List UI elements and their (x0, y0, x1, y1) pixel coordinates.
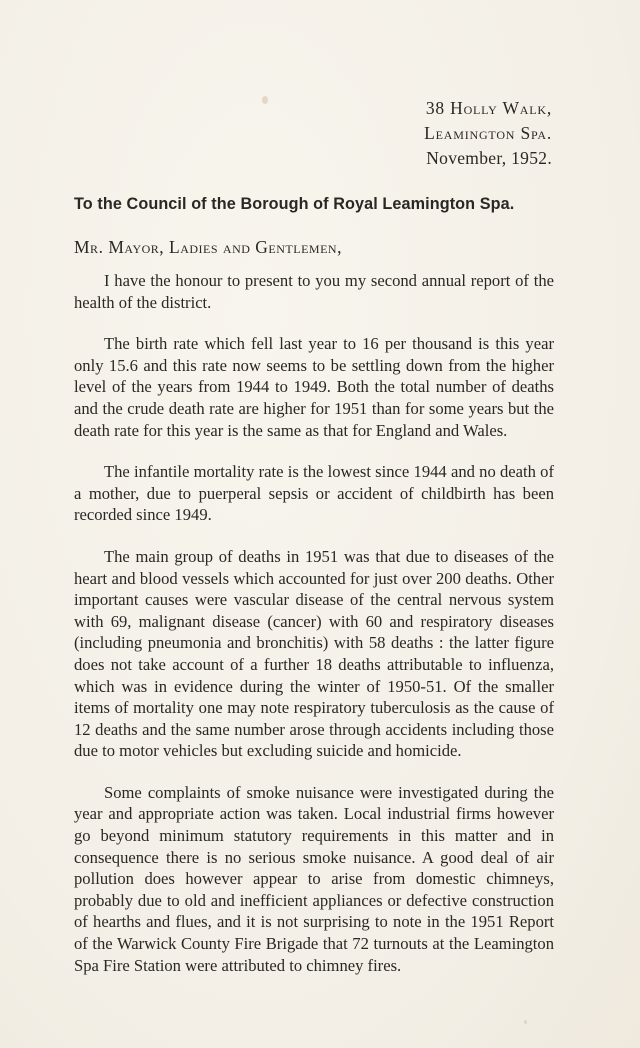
letter-date: November, 1952. (426, 148, 552, 168)
paragraph: The birth rate which fell last year to 16 per thousand is this year only 15.6 and this rate now seems to be settling down from the higher level of the years from 1944 to 1949. Both the total number of deaths and the crude death rate are higher for 1951 than for some years but the death rate for this year is the same as that for England and Wales. (74, 334, 554, 440)
addressee-heading: To the Council of the Borough of Royal Leamington Spa. (74, 195, 515, 213)
paper-speck (524, 1020, 527, 1024)
paragraph: Some complaints of smoke nuisance were investigated during the year and appropriate action was taken. Local industrial firms however go beyond minimum statutory requirements in this matter and in consequence there is no serious smoke nuisance. A good deal of air pollution does however appear to arise from domestic chimneys, probably due to old and inefficient appliances or defective construction of hearths and flues, and it is not surprising to note in the 1951 Report of the Warwick County Fire Brigade that 72 turnouts at the Leamington Spa Fire Station were attributed to chimney fires. (74, 782, 554, 975)
greeting: Mr. Mayor, Ladies and Gentlemen, (74, 237, 342, 257)
letter-body (74, 270, 554, 996)
paragraph: I have the honour to present to you my second annual report of the health of the district. (74, 271, 554, 312)
paragraph: The main group of deaths in 1951 was that due to diseases of the heart and blood vessels which accounted for just over 200 deaths. Other important causes were vascular disease of the central nervous system with 69, malignant disease (cancer) with 60 and respiratory diseases (including pneumonia and bronchitis) with 58 deaths : the latter figure does not take account of a further 18 deaths attributable to influenza, which was in evidence during the winter of 1950-51. Of the smaller items of mortality one may note respiratory tuberculosis as the cause of 12 deaths and the same number arose through accidents including those due to motor vehicles but excluding suicide and homicide. (74, 546, 554, 761)
paper-speck (262, 96, 268, 104)
address-street: 38 Holly Walk, (425, 98, 552, 118)
sender-address (424, 96, 552, 171)
paragraph: The infantile mortality rate is the lowest since 1944 and no death of a mother, due to puerperal sepsis or accident of childbirth has been recorded since 1949. (74, 462, 554, 525)
address-town: Leamington Spa. (424, 123, 552, 143)
